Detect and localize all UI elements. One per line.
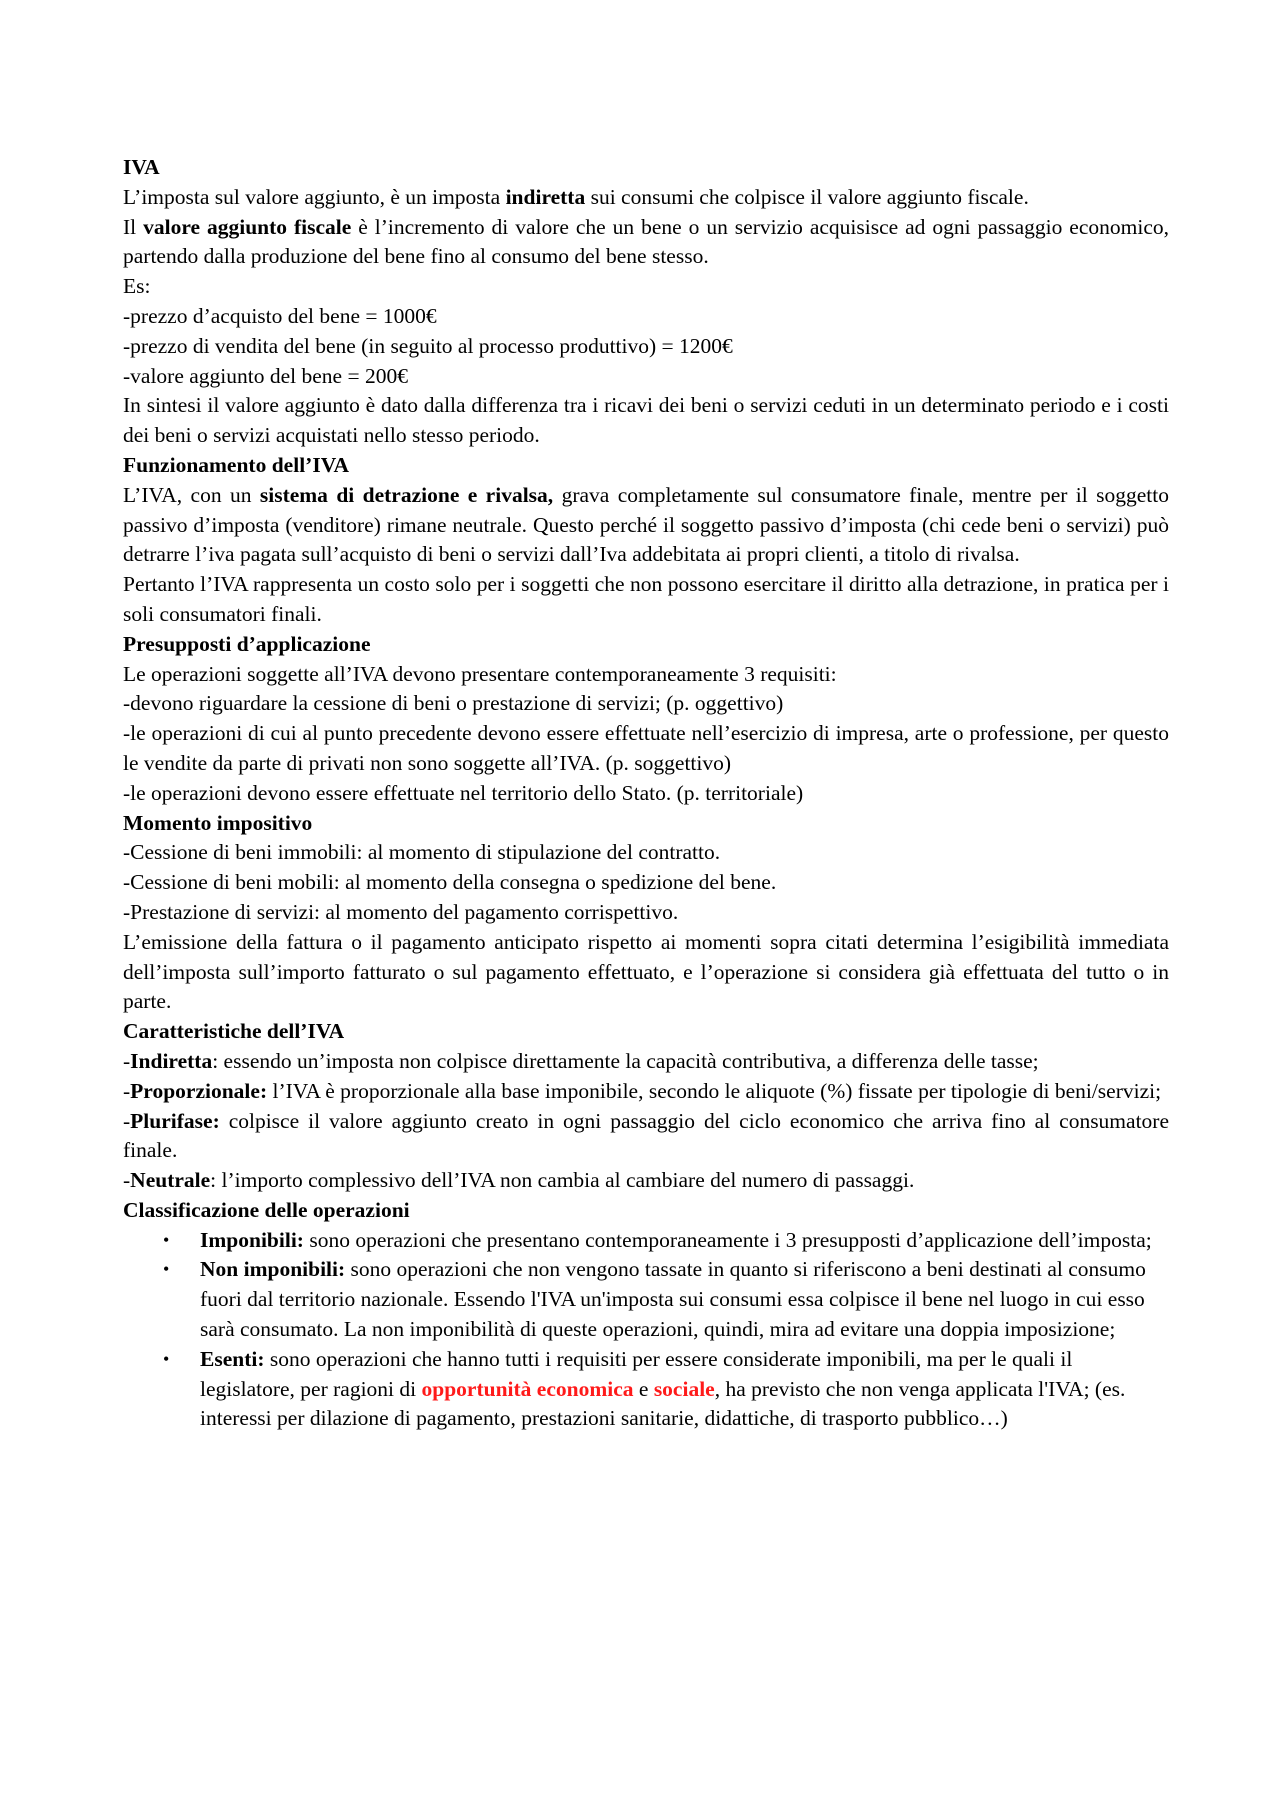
dash: - bbox=[123, 1078, 131, 1103]
section-heading-caratteristiche: Caratteristiche dell’IVA bbox=[123, 1019, 345, 1044]
text-run: sui consumi che colpisce il valore aggiunto fiscale. bbox=[585, 184, 1029, 209]
text-run: l’IVA è proporzionale alla base imponibile, secondo le aliquote (%) fissate per tipologie di beni/servizi; bbox=[267, 1078, 1162, 1103]
presupposti-intro: Le operazioni soggette all’IVA devono presentare contemporaneamente 3 requisiti: bbox=[123, 661, 837, 686]
bold-term: Indiretta bbox=[130, 1048, 213, 1073]
dash: - bbox=[123, 1048, 131, 1073]
bold-term: Neutrale bbox=[130, 1168, 211, 1193]
document-title: IVA bbox=[123, 155, 160, 179]
presupposti-item: -le operazioni di cui al punto precedente devono essere effettuate nell’esercizio di impresa, arte o professione, per questo le vendite da parte di privati non sono soggette all’IVA. (p. soggettivo) bbox=[123, 721, 1169, 775]
section-heading-presupposti: Presupposti d’applicazione bbox=[123, 631, 371, 656]
summary-paragraph: In sintesi il valore aggiunto è dato dalla differenza tra i ricavi dei beni o servizi ceduti in un determinato periodo e i costi dei beni o servizi acquistati nello stesso periodo. bbox=[123, 393, 1169, 448]
text-run: sono operazioni che non vengono tassate in quanto si riferiscono a beni destinati al consumo fuori dal territorio nazionale. Essendo l'IVA un'imposta sui consumi essa colpisce il bene nel luogo in cui esso sarà consumato. La non imponibilità di queste operazioni, quindi, mira ad evitare una doppia imposizione; bbox=[200, 1257, 1146, 1342]
list-item bbox=[123, 1226, 1169, 1256]
text-run: sono operazioni che presentano contemporaneamente i 3 presupposti d’applicazione dell’imposta; bbox=[303, 1227, 1152, 1252]
document-page bbox=[123, 153, 1169, 1434]
funzionamento-paragraph bbox=[123, 481, 1169, 570]
bold-term: Esenti: bbox=[200, 1346, 265, 1371]
caratteristica-item bbox=[123, 1166, 1169, 1196]
section-heading-classificazione: Classificazione delle operazioni bbox=[123, 1197, 410, 1222]
caratteristica-item bbox=[123, 1077, 1169, 1107]
presupposti-item: -devono riguardare la cessione di beni o prestazione di servizi; (p. oggettivo) bbox=[123, 691, 784, 716]
bold-term: sistema di detrazione e rivalsa, bbox=[259, 482, 554, 507]
example-line: -prezzo di vendita del bene (in seguito al processo produttivo) = 1200€ bbox=[123, 333, 733, 358]
bullet-icon: • bbox=[163, 1348, 170, 1369]
text-run: , ha previsto che non venga applicata l'IVA; (es. interessi per dilazione di pagamento, prestazioni sanitarie, didattiche, di trasporto pubblico…) bbox=[200, 1376, 1126, 1431]
intro-paragraph bbox=[123, 183, 1169, 213]
text-run: è l’incremento di valore che un bene o un servizio acquisisce ad ogni passaggio economico, partendo dalla produzione del bene fino al consumo del bene stesso. bbox=[123, 214, 1169, 269]
text-run: Il bbox=[123, 214, 144, 239]
text-run: : l’importo complessivo dell’IVA non cambia al cambiare del numero di passaggi. bbox=[210, 1168, 915, 1193]
bold-term: indiretta bbox=[505, 184, 586, 209]
text-run: colpisce il valore aggiunto creato in ogni passaggio del ciclo economico che arriva fino al consumatore finale. bbox=[123, 1108, 1169, 1163]
text-run: sono operazioni che hanno tutti i requisiti per essere considerate imponibili, ma per le quali il legislatore, per ragioni di bbox=[200, 1346, 1073, 1401]
presupposti-item: -le operazioni devono essere effettuate nel territorio dello Stato. (p. territoriale) bbox=[123, 780, 804, 805]
bold-term: Proporzionale: bbox=[130, 1078, 268, 1103]
momento-paragraph: L’emissione della fattura o il pagamento anticipato rispetto ai momenti sopra citati determina l’esigibilità immediata dell’imposta sull’importo fatturato o sul pagamento effettuato, e l’operazione si considera già effettuata del tutto o in parte. bbox=[123, 929, 1169, 1014]
bold-term: Imponibili: bbox=[200, 1227, 304, 1252]
bold-term: Plurifase: bbox=[130, 1108, 220, 1133]
bold-term: valore aggiunto fiscale bbox=[143, 214, 352, 239]
dash: - bbox=[123, 1168, 131, 1193]
section-heading-momento: Momento impositivo bbox=[123, 810, 313, 835]
text-run: L’imposta sul valore aggiunto, è un imposta bbox=[123, 184, 506, 209]
caratteristica-item bbox=[123, 1047, 1169, 1077]
bullet-icon: • bbox=[163, 1259, 170, 1280]
dash: - bbox=[123, 1108, 131, 1133]
momento-item: -Cessione di beni mobili: al momento della consegna o spedizione del bene. bbox=[123, 870, 777, 895]
funzionamento-paragraph-2: Pertanto l’IVA rappresenta un costo solo per i soggetti che non possono esercitare il diritto alla detrazione, in pratica per i soli consumatori finali. bbox=[123, 572, 1169, 626]
text-run: e bbox=[633, 1376, 654, 1401]
bullet-icon: • bbox=[163, 1229, 170, 1250]
highlighted-term: opportunità economica bbox=[421, 1376, 634, 1401]
text-run: grava completamente sul consumatore finale, mentre per il soggetto passivo d’imposta (venditore) rimane neutrale. Questo perché il soggetto passivo d’imposta (chi cede beni o servizi) può detrarre l’iva pagata sull’acquisto di beni o servizi dall’Iva addebitata ai propri clienti, a titolo di rivalsa. bbox=[123, 482, 1169, 567]
text-run: : essendo un’imposta non colpisce direttamente la capacità contributiva, a differenza delle tasse; bbox=[212, 1048, 1039, 1073]
example-line: -valore aggiunto del bene = 200€ bbox=[123, 363, 408, 388]
list-item bbox=[123, 1345, 1169, 1434]
bold-term: Non imponibili: bbox=[200, 1257, 346, 1282]
example-line: -prezzo d’acquisto del bene = 1000€ bbox=[123, 303, 437, 328]
list-item bbox=[123, 1255, 1169, 1344]
momento-item: -Cessione di beni immobili: al momento di stipulazione del contratto. bbox=[123, 840, 721, 865]
text-run: L’IVA, con un bbox=[123, 482, 260, 507]
momento-item: -Prestazione di servizi: al momento del pagamento corrispettivo. bbox=[123, 899, 679, 924]
definition-paragraph bbox=[123, 213, 1169, 273]
section-heading-funzionamento: Funzionamento dell’IVA bbox=[123, 452, 349, 477]
highlighted-term: sociale bbox=[653, 1376, 715, 1401]
caratteristica-item bbox=[123, 1107, 1169, 1167]
example-label: Es: bbox=[123, 274, 151, 299]
classificazione-list bbox=[123, 1226, 1169, 1435]
